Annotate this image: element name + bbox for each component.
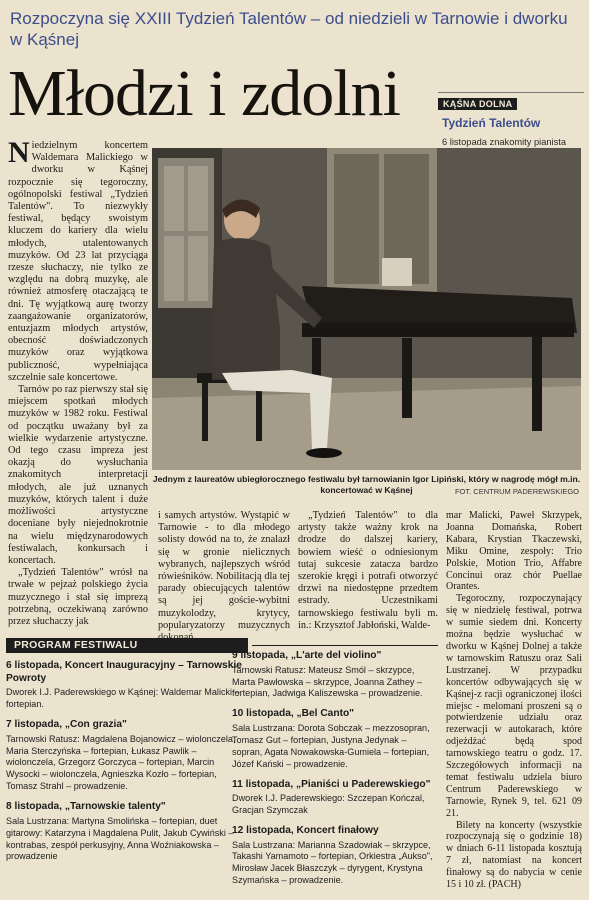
program-rule [252, 645, 438, 646]
program-event [232, 825, 438, 887]
drop-cap: N [8, 136, 30, 169]
article-kicker: Rozpoczyna się XXIII Tydzień Talentów – od niedzieli w Tarnowie i dworku w Kąśnej [10, 9, 568, 49]
program-event-body: Dworek I.J. Paderewskiego w Kąśnej: Waldemar Malicki – fortepian. [6, 687, 240, 710]
article-paragraph: Tegoroczny, rozpoczynający się w niedzielę festiwal, potrwa w sumie siedem dni. Koncerty można będzie wysłuchać w dworku w Kąśnej Dolnej a także w tarnowskim Ratuszu oraz Sali Lustrzanej. W przypadku koncertów odbywających się w Kąśnej-z racji ograniczonej ilości miejsc - melomani proszeni są o potwierdzenie udziału oraz rezerwacji w autokarach, które odjeżdżać będą spod tarnowskiego teatru o godz. 17. Szczegółowych informacji na temat festiwalu udziela biuro Centrum Paderewskiego w Tarnowie, Rynek 9, tel. 621 09 21. [446, 593, 582, 819]
program-left-column [6, 660, 242, 871]
program-event-title: 11 listopada, „Pianiści u Paderewskiego" [232, 778, 431, 790]
sidebox-title: Tydzień Talentów [442, 116, 541, 130]
program-event-body: Tarnowski Ratusz: Mateusz Smól – skrzypce, Marta Pawłowska – skrzypce, Joanna Zathey – fortepian, Jadwiga Kaliszewska – prowadzenie. [232, 664, 423, 699]
program-event-title: 6 listopada, Koncert Inauguracyjny – Tarnowskie Powroty [6, 660, 242, 684]
program-event-body: Sala Lustrzana: Martyna Smolińska – fortepian, duet gitarowy: Katarzyna i Magdalena Pulit, Jakub Cywiński – kontrabas, zespół perkusyjny, Anna Woźniakowska – prowadzenie [6, 815, 234, 862]
article-paragraph: i samych artystów. Wystąpić w Tarnowie - to dla młodego solisty dowód na to, że znalazł się w gronie nielicznych wybranych, najlepszych wśród rówieśników. Nobilitacją dla tej parady obiecujących talentów są jej goście-wybitni muzykolodzy, krytycy, popularyzatorzy muzycznych [158, 510, 290, 631]
program-event [6, 719, 242, 793]
paragraph-text: iedzielnym koncertem Waldemara Malickiego w dworku w Kąśnej rozpocznie się tegoroczny, ogólnopolski festiwal „Tydzień Talentów". To niezwykły festiwal, będący swoistym kluczem do kariery dla wielu młodych, utalentowanych muzyków. Od 23 lat przyciąga rzesze słuchaczy, nie tylko ze względu na dobrą muzykę, ale również atmosferę otaczającą te dni. Tę wyjątkową aurę tworzy zaangażowanie organizatorów, entuzjazm młodych artystów, obecność doświadczonych muzyków oraz wyjątkowa publiczność, wypełniająca szczelnie sale koncertowe. [8, 140, 148, 383]
article-paragraph [8, 136, 148, 384]
program-event [232, 779, 438, 817]
program-event-title: 7 listopada, „Con grazia" [6, 719, 127, 730]
article-paragraph: Tarnów po raz pierwszy stał się miejscem spotkań młodych muzyków w 1982 roku. Festiwal od początku uważany był za wielkie wydarzenie artystyczne. Od tego czasu impreza jest okazją do wysłuchania znakomitych interpretacji młodych, ale już uznanych muzyków, których talent i duże możliwości artystyczne doceniane były niejednokrotnie na wielu międzynarodowych festiwalach, konkursach i koncertach. [8, 384, 148, 566]
article-paragraph: Bilety na koncerty (wszystkie rozpoczynają się o godzinie 18) w dniach 6-11 listopada kosztują 7 zł, natomiast na koncert finałowy są do nabycia w cenie 15 i 10 zł. (PACH) [446, 819, 582, 891]
program-event-title: 9 listopada, „L'arte del violino" [232, 650, 382, 661]
sidebox-location-tag: KĄŚNA DOLNA [438, 98, 517, 110]
program-event-title: 8 listopada, „Tarnowskie talenty" [6, 801, 166, 813]
article-paragraph: mar Malicki, Paweł Skrzypek, Joanna Domańska, Robert Kabara, Krystian Tkaczewski, Miku Omine, zespoły: Trio Polskie, Motion Trio, Affabre Concinui oraz chór Puellae Orantes. [446, 510, 582, 593]
article-column-1 [8, 136, 148, 628]
program-event [6, 660, 242, 711]
program-event-title: 12 listopada, Koncert finałowy [232, 824, 379, 836]
photo-caption: Jednym z laureatów ubiegłorocznego festiwalu był tarnowianin Igor Lipiński, który w nagrodę mógł m.in. koncertować w Kąśnej [152, 474, 581, 495]
program-event [232, 708, 438, 770]
sidebox-text: 6 listopada znakomity pianista [442, 137, 567, 147]
article-paragraph: „Tydzień Talentów" to dla artysty także ważny krok na drodze do dalszej kariery, bowiem wieść o odniesionym tutaj sukcesie zatacza bardzo szerokie kręgi i potrafi otworzyć drzwi na niedostępne przedtem estrady. Uczestnikami tarnowskiego festiwalu byli m. in.: Krzysztof Jabłoński, Walde- [298, 510, 438, 631]
program-event [232, 650, 438, 700]
article-paragraph: „Tydzień Talentów" wrósł na trwałe w pejzaż polskiego życia muzycznego i stał się imprezą potrzebną, oczekiwaną zarówno przez słuchaczy jak [8, 567, 148, 627]
photo-credit: FOT. CENTRUM PADEREWSKIEGO [454, 487, 579, 496]
article-headline: Młodzi i zdolni [8, 57, 400, 130]
program-heading: PROGRAM FESTIWALU [6, 638, 248, 653]
program-event [6, 801, 242, 863]
article-photo [152, 148, 581, 470]
sidebox-rule [438, 92, 584, 93]
program-right-column [232, 650, 438, 895]
article-column-3 [298, 510, 438, 632]
program-event-body: Sala Lustrzana: Dorota Sobczak – mezzosopran, Tomasz Gut – fortepian, Justyna Jedynak – sopran, Agata Nowakowska-Gumiela – fortepian, Józef Kański – prowadzenie. [232, 722, 430, 769]
program-event-title: 10 listopada, „Bel Canto" [232, 708, 355, 720]
article-column-2 [158, 510, 290, 644]
pianist-photo-illustration [152, 148, 581, 470]
program-event-body: Tarnowski Ratusz: Magdalena Bojanowicz – wiolonczela, Maria Sterczyńska – fortepian, Łukasz Pawlik – wiolonczela, Grzegorz Gorczyca – fortepian, Marcin Wysocki – wiolonczela, Agnieszka Kozło – fortepian, Tomasz Strahl – prowadzenie. [6, 733, 236, 792]
program-event-body: Dworek I.J. Paderewskiego: Szczepan Kończal, Gracjan Szymczak [232, 793, 425, 816]
program-event-body: Sala Lustrzana: Marianna Szadowiak – skrzypce, Takashi Yamamoto – fortepian, Orkiestra „Aukso", Mirosław Jacek Błaszczyk – dyrygent, Krystyna Szymańska – prowadzenie. [232, 839, 433, 886]
article-column-4 [446, 510, 582, 891]
